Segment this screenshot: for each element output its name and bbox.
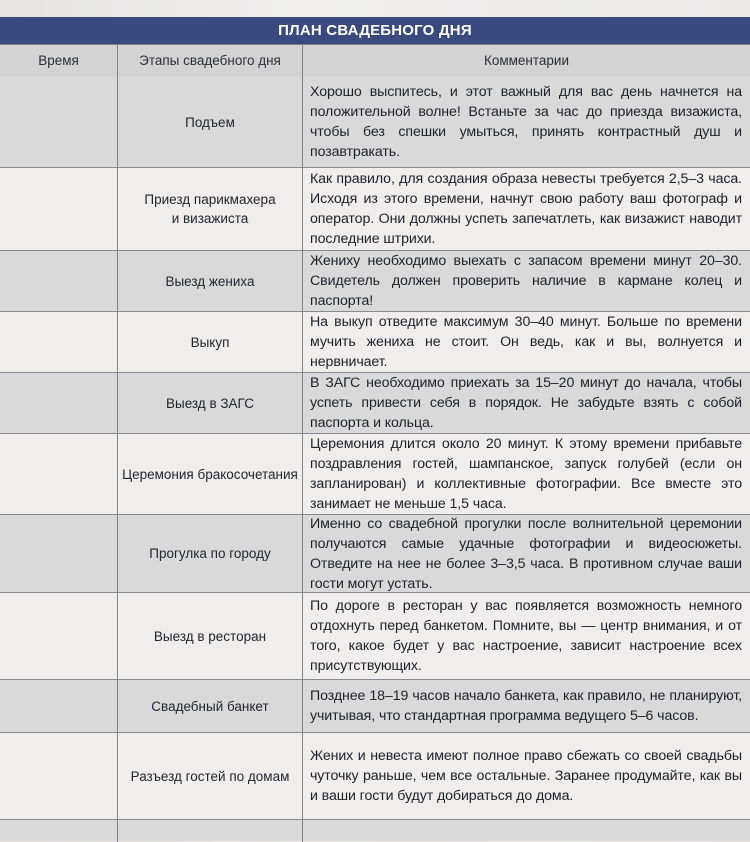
comment-text: Хорошо выспитесь, и этот важный для вас день начнется на положительной волне! Встаньте за час до приезда визажиста, чтобы без спешки умыться, принять контрастный душ и позавтракать. <box>310 84 742 160</box>
table-row <box>0 312 750 373</box>
stage-cell: Подъем <box>185 114 235 130</box>
comment-cell <box>310 680 742 732</box>
stage-cell: Прогулка по городу <box>149 546 271 561</box>
column-header-comment: Комментарии <box>483 53 570 68</box>
stage-cell: Выкуп <box>190 334 230 350</box>
comment-text: Как правило, для создания образа невесты требуется 2,5–3 часа. Исходя из этого времени, начнут свою работу ваш фотограф и оператор. Они должны успеть запечатлеть, как визажист наводит последние штрихи. <box>310 171 742 247</box>
page-title: ПЛАН СВАДЕБНОГО ДНЯ <box>0 17 750 44</box>
comment-text: Именно со свадебной прогулки после волнительной церемонии получаются самые удачные фотографии и видеосюжеты. Отведите на нее не более 3–3,5 часа. В противном случае ваши гости могут устать. <box>310 515 742 592</box>
comment-text: Жених и невеста имеют полное право сбежать со своей свадьбы чуточку раньше, чем все остальные. Заранее продумайте, как вы и ваши гости будут добираться до дома. <box>310 748 742 804</box>
stage-cell: Выезд в ресторан <box>153 628 267 644</box>
table-row <box>0 251 750 312</box>
comment-text: На выкуп отведите максимум 30–40 минут. Больше по времени мучить жениха не стоит. Он ведь, как и вы, волнуется и нервничает. <box>310 314 742 370</box>
stage-cell: Разъезд гостей по домам <box>130 768 290 784</box>
table-row <box>0 77 750 168</box>
stage-cell: Церемония бракосочетания <box>122 466 298 482</box>
table-header <box>0 44 750 78</box>
stage-cell <box>118 820 302 841</box>
table-row <box>0 168 750 251</box>
comment-text: По дороге в ресторан у вас появляется возможность немного отдохнуть перед банкетом. Помните, вы — центр внимания, и от того, какое будет у вас настроение, зависит настроение всех присутствующих. <box>310 598 742 674</box>
table-row <box>0 680 750 733</box>
table-row <box>0 593 750 680</box>
comment-cell <box>310 593 742 679</box>
comment-cell <box>310 373 742 433</box>
column-divider <box>302 44 303 842</box>
comment-cell <box>310 77 742 167</box>
table-row <box>0 434 750 515</box>
comment-cell <box>310 168 742 250</box>
comment-cell <box>310 733 742 819</box>
stage-cell: Приезд парикмахера и визажиста <box>144 192 276 226</box>
comment-text: Церемония длится около 20 минут. К этому времени прибавьте поздравления гостей, шампанское, запуск голубей (если он запланирован) и коллективные фотографии. Все вместе это занимает не меньше 1,5 часа. <box>310 436 742 512</box>
column-header-time: Время <box>38 53 79 68</box>
column-divider <box>117 44 118 842</box>
comment-text: Позднее 18–19 часов начало банкета, как правило, не планируют, учитывая, что стандартная программа ведущего 5–6 часов. <box>310 688 742 724</box>
comment-cell <box>310 820 742 841</box>
table-row <box>0 373 750 434</box>
comment-text: В ЗАГС необходимо приехать за 15–20 минут до начала, чтобы успеть привести себя в порядок. Не забудьте взять с собой паспорта и кольца. <box>310 375 742 431</box>
comment-text: Жениху необходимо выехать с запасом времени минут 20–30. Свидетель должен проверить наличие в кармане колец и паспорта! <box>310 253 742 309</box>
comment-cell <box>310 312 742 372</box>
column-header-stage: Этапы свадебного дня <box>139 53 281 68</box>
table-row <box>0 733 750 820</box>
comment-cell <box>310 434 742 514</box>
comment-cell <box>310 251 742 311</box>
stage-cell: Выезд в ЗАГС <box>166 395 254 411</box>
table-row <box>0 820 750 841</box>
comment-cell <box>310 515 742 592</box>
stage-cell: Выезд жениха <box>165 273 255 289</box>
stage-cell: Свадебный банкет <box>151 698 269 714</box>
table-row <box>0 515 750 593</box>
